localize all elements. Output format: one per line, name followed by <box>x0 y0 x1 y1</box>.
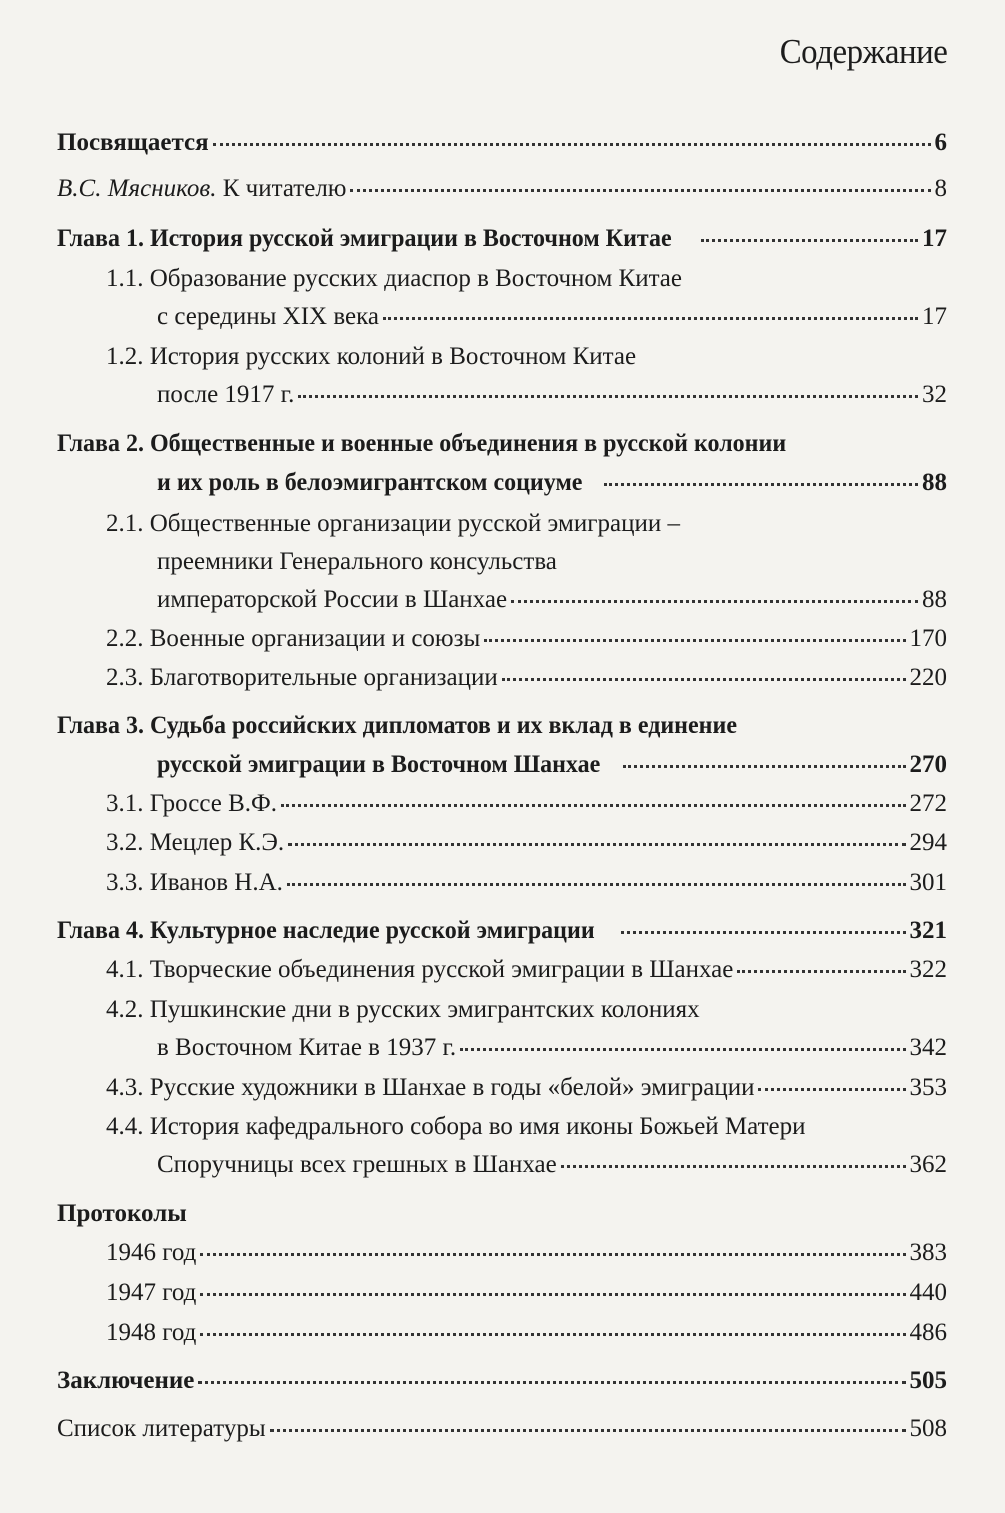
page-number: 270 <box>909 751 947 778</box>
entry-label: 2.3. Благотворительные организации <box>106 664 498 691</box>
page-number: 440 <box>909 1279 947 1306</box>
page-number: 505 <box>909 1367 947 1394</box>
entry-label: 1947 год <box>106 1279 197 1306</box>
entry-author: В.С. Мясников. <box>57 175 217 202</box>
page-number: 32 <box>922 381 947 408</box>
toc-entry-1-2[interactable] <box>157 380 947 410</box>
dot-leader <box>383 316 918 320</box>
toc-entry-chapter-3-line1: Глава 3. Судьба российских дипломатов и их вклад в единение <box>57 712 737 739</box>
dot-leader <box>288 842 905 846</box>
entry-label: после 1917 г. <box>157 381 295 408</box>
toc-entry-chapter-3[interactable] <box>157 750 947 780</box>
page-number: 17 <box>922 303 947 330</box>
page-number: 362 <box>909 1151 947 1178</box>
page-number: 220 <box>909 664 947 691</box>
toc-entry-4-2-line1: 4.2. Пушкинские дни в русских эмигрантских колониях <box>106 996 700 1023</box>
page-number: 272 <box>909 790 947 817</box>
toc-entry-1-1[interactable] <box>157 302 947 332</box>
dot-leader <box>484 638 905 642</box>
toc-entry-reader[interactable] <box>57 174 947 204</box>
entry-label: с середины XIX века <box>157 303 379 330</box>
toc-entry-dedication[interactable] <box>57 128 947 158</box>
entry-label: 2.2. Военные организации и союзы <box>106 625 481 652</box>
page-number: 170 <box>909 625 947 652</box>
toc-entry-4-2[interactable] <box>157 1033 947 1063</box>
dot-leader <box>270 1428 906 1432</box>
toc-entry-2-1[interactable] <box>157 585 947 615</box>
dot-leader <box>502 677 906 681</box>
toc-entry-4-1[interactable] <box>106 955 947 985</box>
toc-entry-4-3[interactable] <box>106 1073 947 1103</box>
dot-leader <box>281 803 905 807</box>
dot-leader <box>561 1164 906 1168</box>
toc-entry-chapter-2-line1: Глава 2. Общественные и военные объединения в русской колонии <box>57 430 787 457</box>
entry-label: Споручницы всех грешных в Шанхае <box>157 1151 557 1178</box>
toc-entry-1-2-line1: 1.2. История русских колоний в Восточном Китае <box>106 343 637 370</box>
toc-entry-1946[interactable] <box>106 1238 947 1268</box>
toc-entry-1948[interactable] <box>106 1318 947 1348</box>
dot-leader <box>200 1252 905 1256</box>
entry-label: императорской России в Шанхае <box>157 586 508 613</box>
entry-label: 4.3. Русские художники в Шанхае в годы «белой» эмиграции <box>106 1074 755 1101</box>
entry-label <box>57 174 346 204</box>
entry-label: Заключение <box>57 1367 195 1394</box>
entry-label: 3.3. Иванов Н.А. <box>106 869 283 896</box>
toc-entry-4-4-line1: 4.4. История кафедрального собора во имя иконы Божьей Матери <box>106 1113 806 1140</box>
toc-entry-3-1[interactable] <box>106 789 947 819</box>
entry-label: и их роль в белоэмигрантском социуме <box>157 469 583 496</box>
entry-label: 1948 год <box>106 1319 197 1346</box>
entry-label: Глава 4. Культурное наследие русской эмиграции <box>57 917 595 944</box>
toc-entry-3-3[interactable] <box>106 868 947 898</box>
toc-entry-literature[interactable] <box>57 1414 947 1444</box>
dot-leader <box>200 1292 905 1296</box>
dot-leader <box>621 930 905 934</box>
dot-leader <box>298 394 918 398</box>
entry-label: 3.2. Мецлер К.Э. <box>106 829 285 856</box>
page-number: 294 <box>909 829 947 856</box>
dot-leader <box>350 188 930 192</box>
toc-entry-conclusion[interactable] <box>57 1366 947 1396</box>
dot-leader <box>758 1087 905 1091</box>
toc-entry-2-2[interactable] <box>106 624 947 654</box>
page-number: 6 <box>934 129 947 156</box>
toc-entry-2-3[interactable] <box>106 663 947 693</box>
toc-entry-1-1-line1: 1.1. Образование русских диаспор в Восточном Китае <box>106 265 683 292</box>
page-number: 486 <box>909 1319 947 1346</box>
page-number: 508 <box>909 1415 947 1442</box>
toc-entry-4-4[interactable] <box>157 1150 947 1180</box>
dot-leader <box>511 599 918 603</box>
entry-label: в Восточном Китае в 1937 г. <box>157 1034 457 1061</box>
dot-leader <box>623 764 906 768</box>
entry-title: К читателю <box>216 175 347 202</box>
dot-leader <box>460 1047 905 1051</box>
toc-entry-chapter-2[interactable] <box>157 468 947 498</box>
toc-entry-protocols[interactable]: Протоколы <box>57 1200 187 1227</box>
entry-label: Посвящается <box>57 129 209 156</box>
page-number: 88 <box>922 586 947 613</box>
toc-entry-chapter-1[interactable] <box>57 224 947 254</box>
dot-leader <box>198 1380 905 1384</box>
toc-entry-2-1-line1: 2.1. Общественные организации русской эмиграции – <box>106 510 680 537</box>
page-number: 8 <box>934 175 947 202</box>
page-number: 322 <box>909 956 947 983</box>
dot-leader <box>604 482 918 486</box>
entry-label: 1946 год <box>106 1239 197 1266</box>
page-number: 353 <box>909 1074 947 1101</box>
dot-leader <box>213 142 931 146</box>
dot-leader <box>737 969 905 973</box>
page-number: 88 <box>922 469 947 496</box>
dot-leader <box>701 238 918 242</box>
toc-entry-chapter-4[interactable] <box>57 916 947 946</box>
toc-entry-2-1-line2: преемники Генерального консульства <box>157 548 557 575</box>
toc-entry-3-2[interactable] <box>106 828 947 858</box>
entry-label: 3.1. Гроссе В.Ф. <box>106 790 278 817</box>
toc-entry-1947[interactable] <box>106 1278 947 1308</box>
page-number: 301 <box>909 869 947 896</box>
dot-leader <box>200 1332 905 1336</box>
entry-label: Список литературы <box>57 1415 266 1442</box>
page-number: 17 <box>922 225 947 252</box>
entry-label: русской эмиграции в Восточном Шанхае <box>157 751 601 778</box>
page-number: 342 <box>909 1034 947 1061</box>
page-number: 321 <box>909 917 947 944</box>
page-title: Содержание <box>779 32 947 71</box>
entry-label: Глава 1. История русской эмиграции в Восточном Китае <box>57 225 672 252</box>
page-number: 383 <box>909 1239 947 1266</box>
dot-leader <box>287 882 906 886</box>
entry-label: 4.1. Творческие объединения русской эмиграции в Шанхае <box>106 956 734 983</box>
